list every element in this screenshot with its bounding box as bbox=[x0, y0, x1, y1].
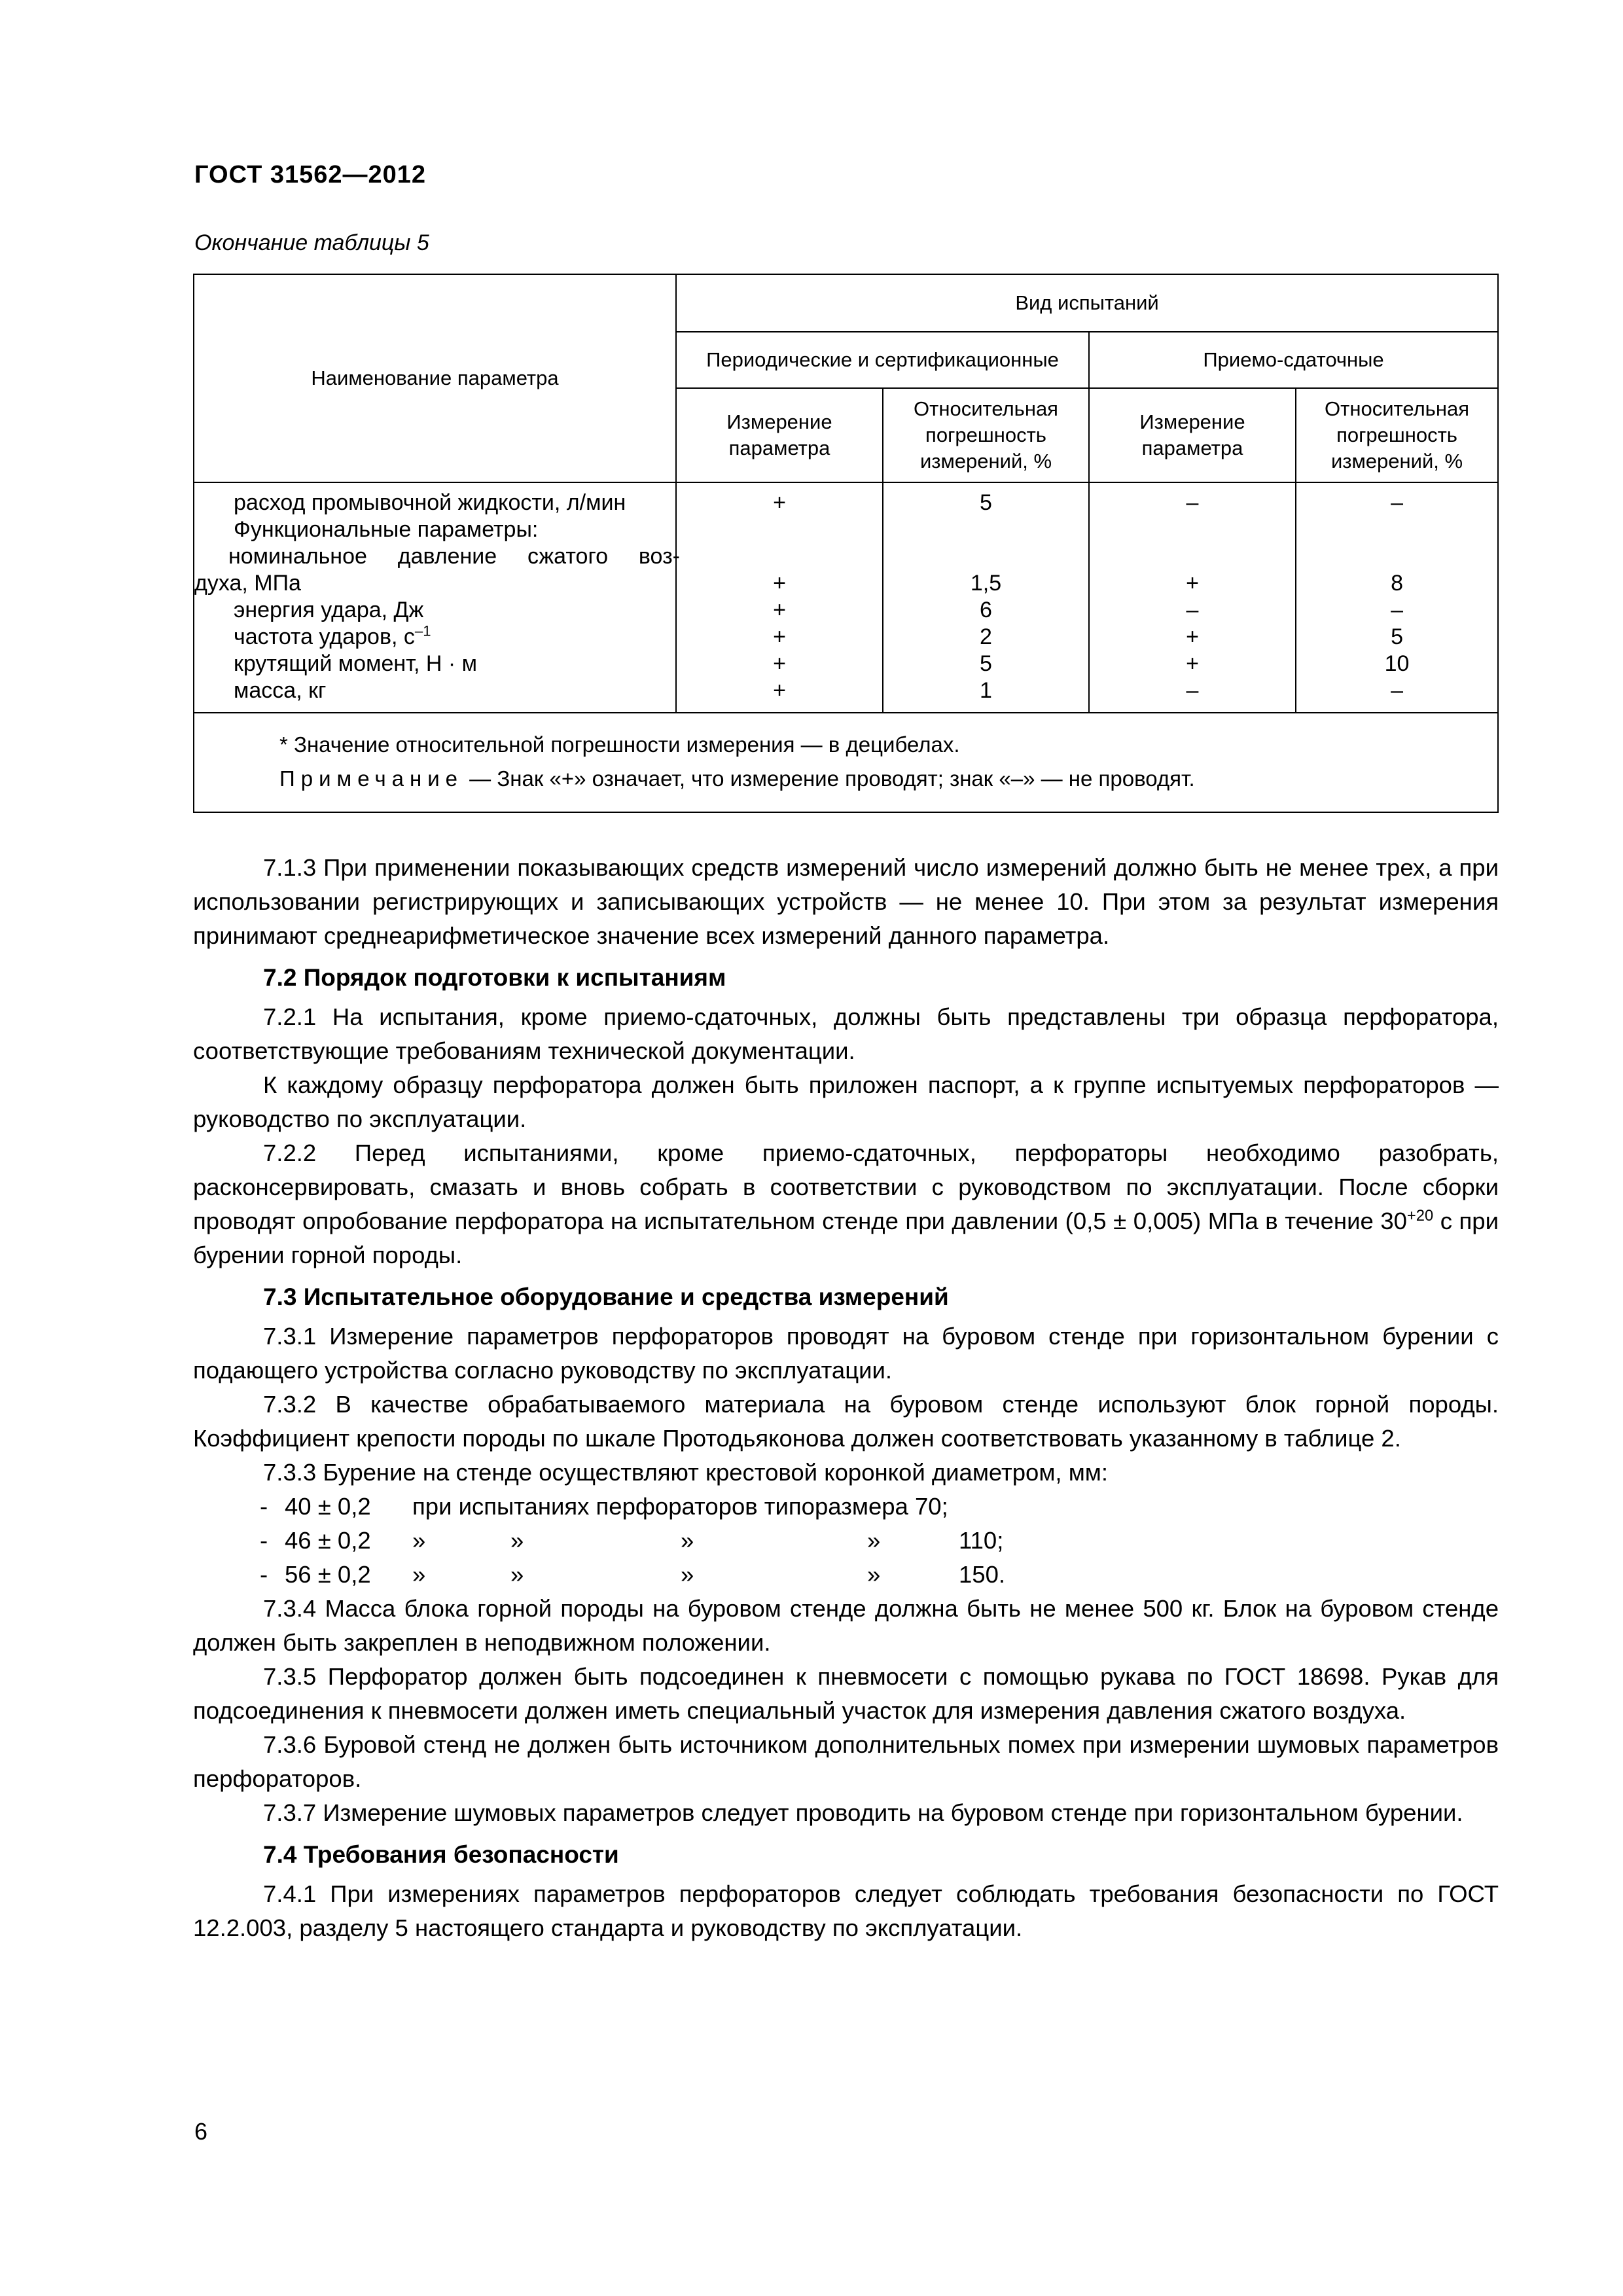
row-name: номинальное давление сжатого воз- bbox=[228, 544, 680, 569]
cell-p-error bbox=[883, 543, 1088, 570]
col-header-test-type: Вид испытаний bbox=[676, 274, 1498, 332]
cell-a-measure: – bbox=[1186, 490, 1199, 515]
cell-a-error: – bbox=[1391, 490, 1403, 515]
cell-a-error: – bbox=[1391, 598, 1403, 622]
cell-p-error: 6 bbox=[980, 598, 992, 622]
cell-a-error: 5 bbox=[1391, 624, 1403, 649]
row-name: масса, кг bbox=[234, 678, 327, 703]
cell-a-error: 10 bbox=[1384, 651, 1410, 676]
cell-p-error: 1 bbox=[980, 678, 992, 703]
cell-p-measure: + bbox=[773, 624, 786, 649]
table-footnote: * Значение относительной погрешности измерения — в децибелах. bbox=[279, 732, 960, 757]
cell-a-error bbox=[1296, 543, 1497, 570]
cell-p-error: 1,5 bbox=[970, 571, 1002, 596]
sub-header-error-1: Относительная погрешность измерений, % bbox=[883, 388, 1089, 482]
cell-a-measure: + bbox=[1186, 651, 1199, 676]
diameter-list bbox=[193, 1490, 1499, 1592]
cell-a-measure: + bbox=[1186, 624, 1199, 649]
cell-p-measure: + bbox=[773, 571, 786, 596]
table-notes bbox=[194, 713, 1498, 812]
paragraph-7-3-5: 7.3.5 Перфоратор должен быть подсоединен к пневмосети с помощью рукава по ГОСТ 18698. Рукав для подсоединения к пневмосети должен иметь специальный участок для измерения давления сжатого воздуха. bbox=[193, 1663, 1499, 1724]
cell-a-measure: – bbox=[1186, 598, 1199, 622]
row-name: духа, МПа bbox=[194, 571, 301, 596]
row-name: Функциональные параметры: bbox=[234, 517, 539, 542]
row-name: частота ударов, $с^{-1}$ bbox=[234, 622, 431, 649]
cell-p-error bbox=[883, 516, 1088, 543]
cell-p-error: 5 bbox=[980, 651, 992, 676]
cell-p-measure: + bbox=[773, 598, 786, 622]
cell-p-measure: + bbox=[773, 678, 786, 703]
cell-a-error: 8 bbox=[1391, 571, 1403, 596]
document-body bbox=[193, 851, 1499, 1945]
sub-header-measure-1: Измерение параметра bbox=[676, 388, 883, 482]
paragraph-7-4-1: 7.4.1 При измерениях параметров перфораторов следует соблюдать требования безопасности по ГОСТ 12.2.003, разделу 5 настоящего стандарта и руководству по эксплуатации. bbox=[193, 1880, 1499, 1941]
cell-a-error bbox=[1296, 516, 1497, 543]
row-name: крутящий момент, Н · м bbox=[234, 651, 477, 676]
paragraph-7-2-1b: К каждому образцу перфоратора должен быть приложен паспорт, а к группе испытуемых перфораторов — руководство по эксплуатации. bbox=[193, 1071, 1499, 1132]
list-item: - 56 ± 0,2 » » » » 150. bbox=[260, 1561, 1006, 1588]
cell-p-measure: + bbox=[773, 651, 786, 676]
cell-p-error: 2 bbox=[980, 624, 992, 649]
section-heading-7-2: 7.2 Порядок подготовки к испытаниям bbox=[263, 964, 726, 991]
page-number: 6 bbox=[194, 2118, 208, 2145]
sub-header-measure-2: Измерение параметра bbox=[1089, 388, 1296, 482]
note-label: Примечание bbox=[279, 766, 464, 791]
cell-a-measure bbox=[1090, 543, 1295, 570]
cell-p-measure: + bbox=[773, 490, 786, 515]
row-name: расход промывочной жидкости, л/мин bbox=[234, 490, 626, 515]
cell-a-measure bbox=[1090, 516, 1295, 543]
parameters-table bbox=[193, 274, 1497, 821]
paragraph-7-2-1: 7.2.1 На испытания, кроме приемо-сдаточных, должны быть представлены три образца перфоратора, соответствующие требованиям технической документации. bbox=[193, 1003, 1499, 1064]
list-item: - 46 ± 0,2 » » » » 110; bbox=[260, 1527, 1004, 1554]
paragraph-7-3-4: 7.3.4 Масса блока горной породы на буровом стенде должна быть не менее 500 кг. Блок на буровом стенде должен быть закреплен в неподвижном положении. bbox=[193, 1595, 1499, 1656]
col-header-periodic: Периодические и сертификационные bbox=[676, 332, 1089, 388]
note-text: — Знак «+» означает, что измерение проводят; знак «–» — не проводят. bbox=[463, 766, 1195, 791]
cell-a-measure: – bbox=[1186, 678, 1199, 703]
cell-p-measure bbox=[677, 516, 882, 543]
col-header-name: Наименование параметра bbox=[194, 274, 676, 482]
paragraph-7-3-2: 7.3.2 В качестве обрабатываемого материала на буровом стенде используют блок горной породы. Коэффициент крепости породы по шкале Протодьяконова должен соответствовать указанному в таблице 2. bbox=[193, 1391, 1499, 1452]
table-caption: Окончание таблицы 5 bbox=[194, 230, 429, 255]
cell-p-measure bbox=[677, 543, 882, 570]
paragraph-7-3-3: 7.3.3 Бурение на стенде осуществляют крестовой коронкой диаметром, мм: bbox=[263, 1459, 1109, 1486]
col-header-acceptance: Приемо-сдаточные bbox=[1089, 332, 1498, 388]
row-name: энергия удара, Дж bbox=[234, 598, 424, 622]
list-item: - 40 ± 0,2 при испытаниях перфораторов типоразмера 70; bbox=[260, 1493, 948, 1520]
section-heading-7-4: 7.4 Требования безопасности bbox=[263, 1841, 619, 1868]
paragraph-7-3-1: 7.3.1 Измерение параметров перфораторов проводят на буровом стенде при горизонтальном бурении с подающего устройства согласно руководству по эксплуатации. bbox=[193, 1323, 1499, 1384]
cell-a-error: – bbox=[1391, 678, 1403, 703]
paragraph-7-3-7: 7.3.7 Измерение шумовых параметров следует проводить на буровом стенде при горизонтальном бурении. bbox=[263, 1799, 1463, 1826]
table-body bbox=[194, 482, 1498, 713]
paragraph-7-2-2: 7.2.2 Перед испытаниями, кроме приемо-сдаточных, перфораторы необходимо разобрать, расконсервировать, смазать и вновь собрать в соответствии с руководством по эксплуатации. После сборки проводят опробование перфоратора на испытательном стенде при давлении (0,5 ± 0,005) МПа в течение $30^{+20}$ с при бурении горной породы. bbox=[193, 1139, 1499, 1268]
document-header: ГОСТ 31562—2012 bbox=[194, 161, 427, 188]
section-heading-7-3: 7.3 Испытательное оборудование и средства измерений bbox=[263, 1283, 949, 1310]
paragraph-7-1-3: 7.1.3 При применении показывающих средств измерений число измерений должно быть не менее трех, а при использовании регистрирующих и записывающих устройств — не менее 10. При этом за результат измерения принимают среднеарифметическое значение всех измерений данного параметра. bbox=[193, 854, 1499, 949]
table-note bbox=[279, 762, 1471, 796]
sub-header-error-2: Относительная погрешность измерений, % bbox=[1296, 388, 1498, 482]
paragraph-7-3-6: 7.3.6 Буровой стенд не должен быть источником дополнительных помех при измерении шумовых параметров перфораторов. bbox=[193, 1731, 1499, 1792]
cell-p-error: 5 bbox=[980, 490, 992, 515]
cell-a-measure: + bbox=[1186, 571, 1199, 596]
